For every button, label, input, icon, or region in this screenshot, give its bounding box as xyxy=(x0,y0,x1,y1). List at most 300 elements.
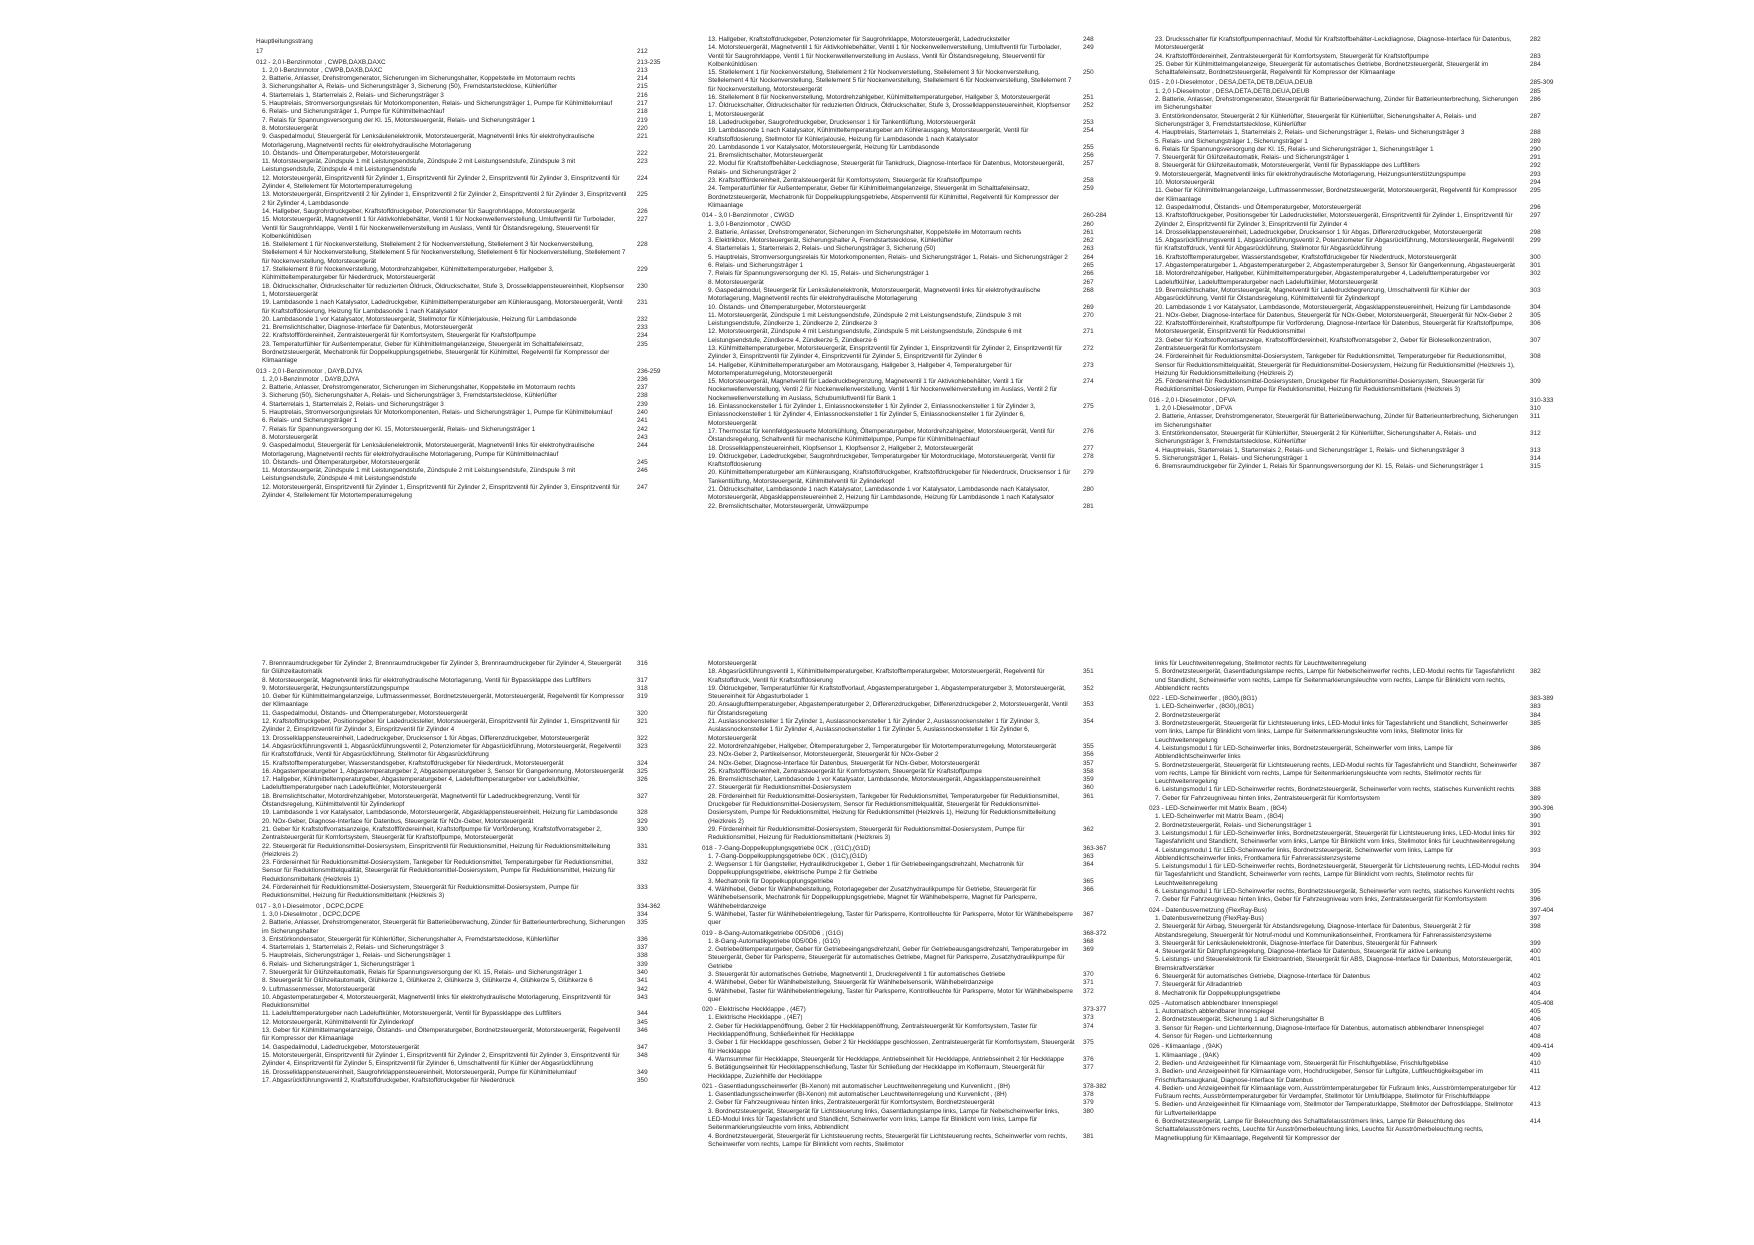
entry-title: 4. Bedien- und Anzeigeeinheit für Klimaanlage vorn, Ausströmtemperaturgeber für Fußraum links, Ausströmtemperaturgeber für Fußraum rechts, Ausströmtemperaturgeber für Verdampfer, Stellmotor für Umluftklappe, Stellmotor für Frischluftklappe xyxy=(1155,1084,1516,1101)
entry-page-number: 331 xyxy=(637,842,648,850)
entry-page-number: 393 xyxy=(1530,846,1541,854)
entry-title: 6. Relais- und Sicherungsträger 1, Sicherungsträger 1 xyxy=(262,960,415,968)
index-entry xyxy=(1149,1052,1564,1060)
entry-page-number: 413 xyxy=(1530,1101,1541,1109)
entry-title: 17. Hallgeber, Kühlmitteltemperaturgeber, Abgastemperaturgeber 4, Ladelufttemperaturgeber vor Ladeluftkühler, Ladelufttemperaturgeber nach Ladeluftkühler, Motorsteuergerät xyxy=(262,776,580,792)
entry-page-number: 265 xyxy=(1083,262,1094,270)
index-entry xyxy=(702,1064,1117,1081)
index-entry xyxy=(256,826,671,843)
index-entry xyxy=(256,208,671,216)
entry-title: 24. Fördereinheit für Reduktionsmittel-Dosiersystem, Steuergerät für Reduktionsmittel-Dosiersystem, Pumpe für Reduktionsmittel, Heizung für Reduktionsmitteltank (Heizkreis 3) xyxy=(262,884,579,900)
entry-page-number: 406 xyxy=(1530,1016,1541,1024)
index-entry xyxy=(1149,712,1564,720)
index-entry xyxy=(702,1099,1117,1107)
entry-page-number: 243 xyxy=(637,433,648,441)
entry-page-number: 338 xyxy=(637,952,648,960)
entry-page-number: 368-372 xyxy=(1083,929,1107,937)
index-entry xyxy=(256,401,671,409)
entry-title: 6. Relais- und Sicherungsträger 1 xyxy=(708,262,804,270)
entry-page-number: 279 xyxy=(1083,469,1094,477)
entry-page-number: 225 xyxy=(637,191,648,199)
entry-page-number: 291 xyxy=(1530,154,1541,162)
index-entry xyxy=(702,177,1117,185)
entry-page-number: 370 xyxy=(1083,970,1094,978)
entry-page-number: 300 xyxy=(1530,253,1541,261)
entry-page-number: 378 xyxy=(1083,1091,1094,1099)
entry-page-number: 329 xyxy=(637,817,648,825)
entry-page-number: 310 xyxy=(1530,405,1541,413)
entry-title: 1. 3,0 l-Dieselmotor , DCPC,DCPE xyxy=(262,910,361,918)
index-entry xyxy=(702,245,1117,253)
entry-title: 3. Steuergerät für Lenksäulenelektronik, Diagnose-Interface für Datenbus, Steuergerät für Fahrwerk xyxy=(1155,939,1438,947)
index-entry xyxy=(256,384,671,392)
entry-title: 4. Leistungsmodul 1 für LED-Scheinwerfer links, Bordnetzsteuergerät, Scheinwerfer vorn links, Lampe für Abblendlichtscheinwerfer links, Frontkamera für Fahrerassistenzsysteme xyxy=(1155,846,1454,862)
entry-title: 5. Hauptrelais, Stromversorgungsrelais für Motorkomponenten, Relais- und Sicherungsträger 1, Relais- und Sicherungsträger 2 xyxy=(708,253,1068,261)
entry-page-number: 371 xyxy=(1083,979,1094,987)
entry-page-number: 401 xyxy=(1530,956,1541,964)
index-entry xyxy=(256,818,671,826)
entry-title: 13. Kraftstoffdruckgeber, Positionsgeber für Ladedrucksteller, Motorsteuergerät, Einspritzventil für Zylinder 1, Einspritzventil für Zylinder 2, Einspritzventil für Zylinder 3, Einspritzventil für Zylinder 4 xyxy=(1155,212,1513,228)
entry-page-number: 274 xyxy=(1083,378,1094,386)
index-entry xyxy=(256,117,671,125)
index-entry xyxy=(256,1077,671,1085)
index-entry xyxy=(702,878,1117,886)
entry-page-number: 319 xyxy=(637,693,648,701)
index-entry xyxy=(702,979,1117,987)
entry-title: 16. Drosselklappensteuereinheit, Saugrohrklappensteuereinheit, Motorsteuergerät, Pumpe für Kühlmittelumlauf xyxy=(262,1068,577,1076)
entry-page-number: 305 xyxy=(1530,311,1541,319)
entry-title: 3. Mechatronik für Doppelkupplungsgetriebe xyxy=(708,877,834,885)
index-entry xyxy=(256,316,671,324)
index-entry xyxy=(1149,337,1564,354)
entry-page-number: 317 xyxy=(637,676,648,684)
entry-title: 9. Motorsteuergerät, Heizungsunterstützungspumpe xyxy=(262,684,410,692)
entry-page-number: 258 xyxy=(1083,177,1094,185)
index-entry xyxy=(256,75,671,83)
index-entry xyxy=(256,341,671,366)
entry-page-number: 320 xyxy=(637,709,648,717)
index-entry xyxy=(702,668,1117,685)
index-entry xyxy=(702,760,1117,768)
index-entry xyxy=(1149,888,1564,896)
index-entry xyxy=(256,1069,671,1077)
entry-title: 8. Motorsteuergerät xyxy=(262,124,318,132)
entry-page-number: 281 xyxy=(1083,502,1094,510)
index-entry xyxy=(1149,703,1564,711)
index-entry xyxy=(702,743,1117,751)
entry-page-number: 355 xyxy=(1083,742,1094,750)
index-entry xyxy=(702,861,1117,878)
entry-title: 23. Drucksschalter für Kraftstoffpumpennachlauf, Modul für Kraftstoffbehälter-Leckdiagnose, Diagnose-Interface für Datenbus, Motorsteuergerät xyxy=(1155,36,1512,52)
entry-page-number: 387 xyxy=(1530,761,1541,769)
entry-page-number: 390 xyxy=(1530,813,1541,821)
entry-page-number: 267 xyxy=(1083,278,1094,286)
index-entry xyxy=(256,1052,671,1069)
entry-page-number: 253 xyxy=(1083,118,1094,126)
index-entry xyxy=(256,459,671,467)
index-entry xyxy=(1149,430,1564,447)
entry-page-number: 229 xyxy=(637,266,648,274)
entry-title: 11. Motorsteuergerät, Zündspule 1 mit Leistungsendstufe, Zündspule 2 mit Leistungsendstufe, Zündspule 3 mit Leistungsendstufe, Zündkerze 1, Zündkerze 2, Zündkerze 3 xyxy=(708,311,1022,328)
index-entry xyxy=(702,1091,1117,1099)
entry-title: 13. Drosselklappensteuereinheit, Ladedruckgeber, Drucksensor 1 für Abgas, Differenzdruckgeber, Motorsteuergerät xyxy=(262,734,590,742)
index-entry xyxy=(702,469,1117,486)
entry-title: 15. Motorsteuergerät, Magnetventil 1 für Aktivkohlebehälter, Ventil 1 für Nockenwellenverstellung, Umluftventil für Turbolader, Ventil für Saugrohrklappe, Ventil 1 für Nockenwellenverstellung im Auslass, Ventil für Ölstandsregelung, Steuerventil für Kolbenkühldüsen xyxy=(262,216,616,240)
index-entry xyxy=(256,693,671,710)
index-entry xyxy=(256,158,671,175)
entry-title: 019 - 8-Gang-Automatikgetriebe 0D5/0D6 , (G1G) xyxy=(702,929,844,937)
entry-title: 28. Fördereinheit für Reduktionsmittel-Dosiersystem, Tankgeber für Reduktionsmittel, Temperaturgeber für Reduktionsmittel, Druckgeber für Reduktionsmittel-Dosiersystem, Sensor für Reduktionsmittelqualität, Steuergerät für Reduktionsmittel-Dosiersystem, Pumpe für Reduktionsmittel, Heizung für Reduktionsmittel (Heizkreis 1), Heizung für Reduktionsmittelleitung (Heizkreis 2) xyxy=(708,792,1060,825)
index-entry xyxy=(256,434,671,442)
entry-page-number: 321 xyxy=(637,718,648,726)
entry-title: 3. Entstörkondensator, Steuergerät für Kühlerlüfter, Steuergerät 2 für Kühlerlüfter, Sicherungshalter A, Relais- und Sicherungsträger 3, Fremdstartstecklose, Kühlerlüfter xyxy=(1155,429,1477,446)
index-entry xyxy=(702,1014,1117,1022)
index-entry xyxy=(256,977,671,985)
entry-title: 3. Bordnetzsteuergerät, Steuergerät für Lichtsteuerung links, LED-Modul links für Tagesfahrlicht und Standlicht, Scheinwerfer vorn links, Lampe für Blinklicht vorn links, Lampe für Seitenmarkierungsleuchte vorn links, Stellmotor links für Leuchtweitenregelung xyxy=(1155,720,1508,744)
entry-title: 4. Hauptrelais, Starterrelais 1, Starterrelais 2, Relais- und Sicherungsträger 1, Relais- und Sicherungsträger 3 xyxy=(1155,446,1465,454)
entry-page-number: 283 xyxy=(1530,52,1541,60)
entry-title: 9. Gaspedalmodul, Steuergerät für Lenksäulenelektronik, Motorsteuergerät, Magnetventil links für elektrohydraulische Motorlagerung, Magnetventil rechts für elektrohydraulische Motorlagerung xyxy=(262,133,595,149)
entry-page-number: 255 xyxy=(1083,143,1094,151)
entry-title: 11. Motorsteuergerät, Zündspule 1 mit Leistungsendstufe, Zündspule 2 mit Leistungsendstufe, Zündspule 3 mit Leistungsendstufe, Zündspule 4 mit Leistungsendstufe xyxy=(262,467,576,483)
entry-page-number: 250 xyxy=(1083,69,1094,77)
entry-title: 17. Abgasrückführungsventil 2, Kraftstoffdruckgeber, Kraftstoffdruckgeber für Niederdruck xyxy=(262,1076,515,1084)
index-entry xyxy=(702,345,1117,362)
index-entry xyxy=(702,160,1117,177)
entry-title: 9. Motorsteuergerät, Magnetventil links für elektrohydraulische Motorlagerung, Heizungsunterstützungspumpe xyxy=(1155,170,1466,178)
entry-page-number: 402 xyxy=(1530,972,1541,980)
index-entry xyxy=(702,768,1117,776)
index-entry xyxy=(256,92,671,100)
entry-title: 22. Motordrehzahlgeber, Hallgeber, Öltemperaturgeber 2, Temperaturgeber für Motortemperaturregelung, Motorsteuergerät xyxy=(708,742,1057,750)
entry-page-number: 276 xyxy=(1083,427,1094,435)
entry-title: 19. Öldruckgeber, Ladedruckgeber, Saugrohrdruckgeber, Temperaturgeber für Motordrucklage, Motorsteuergerät, Ventil für Kraftstoffdosierung xyxy=(708,452,1056,469)
entry-title: 8. Steuergerät für Glühzeitautomatik, Glühkerze 1, Glühkerze 2, Glühkerze 3, Glühkerze 4, Glühkerze 5, Glühkerze 6 xyxy=(262,977,593,985)
entry-page-number: 246 xyxy=(637,467,648,475)
entry-title: 5. Bordnetzsteuergerät, Steuergerät für Lichtsteuerung rechts, LED-Modul rechts für Tagesfahrlicht und Standlicht, Scheinwerfer vorn rechts, Lampe für Blinklicht vorn rechts, Lampe für Seitenmarkierungsleuchte vorn rechts, Stellmotor rechts für Leuchtweitenregelung xyxy=(1155,761,1518,786)
entry-page-number: 221 xyxy=(637,133,648,141)
entry-title: 3. Geber 1 für Heckklappe geschlossen, Geber 2 für Heckklappe geschlossen, Zentralsteuergerät für Komfortsystem, Steuergerät für Heckklappe xyxy=(708,1039,1075,1055)
entry-title: 8. Motorsteuergerät xyxy=(708,278,764,286)
index-entry xyxy=(702,127,1117,144)
index-entry xyxy=(256,332,671,340)
entry-title: 19. Lambdasonde 1 nach Katalysator, Ladedruckgeber, Kühlmitteltemperaturgeber am Kühlerausgang, Motorsteuergerät, Ventil für Kraftstoffdosierung, Heizung für Lambdasonde 1 nach Katalysator xyxy=(262,299,623,315)
index-entry xyxy=(256,1010,671,1018)
entry-page-number: 336 xyxy=(637,935,648,943)
entry-title: 6. Bordnetzsteuergerät, Lampe für Beleuchtung des Schalttafelausströmers links, Lampe für Beleuchtung des Schalttafelausströmers rechts, Leuchte für Ausströmerbeleuchtung links, Leuchte für Ausströmerbeleuchtung rechts, Magnetkupplung für Klimaanlage, Regelventil für Kompressor der xyxy=(1155,1118,1484,1142)
entry-page-number: 388 xyxy=(1530,786,1541,794)
index-entry xyxy=(1149,204,1564,212)
index-entry xyxy=(1149,923,1564,940)
index-entry xyxy=(1149,229,1564,237)
entry-title: 4. Wählhebel, Geber für Wählhebelstellung, Steuergerät für Wählhebelsensorik, Wählhebelrdanzeige xyxy=(708,979,994,987)
entry-page-number: 217 xyxy=(637,100,648,108)
entry-title: 18. Motordrehzahlgeber, Hallgeber, Kühlmitteltemperaturgeber, Abgastemperaturgeber 4, Ladelufttemperaturgeber vor Ladeluftkühler, Ladelufttemperaturgeber nach Ladeluftkühler, Motorsteuergerät xyxy=(1155,270,1490,286)
entry-page-number: 341 xyxy=(637,977,648,985)
entry-title: 9. Gaspedalmodul, Steuergerät für Lenksäulenelektronik, Motorsteuergerät, Magnetventil links für elektrohydraulische Motorlagerung, Magnetventil rechts für elektrohydraulische Motorlagerung xyxy=(708,286,1041,303)
section-heading xyxy=(256,59,671,67)
index-entry xyxy=(1149,413,1564,430)
index-entry xyxy=(256,83,671,91)
entry-page-number: 322 xyxy=(637,734,648,742)
entry-title: 23. NOx-Geber 2, Partikelsensor, Motorsteuergerät, Steuergerät für NOx-Geber 2 xyxy=(708,751,939,759)
entry-page-number: 395 xyxy=(1530,888,1541,896)
index-entry xyxy=(1149,320,1564,337)
entry-title: 21. NOx-Geber, Diagnose-Interface für Datenbus, Steuergerät für NOx-Geber, Motorsteuergerät, Steuergerät für NOx-Geber 2 xyxy=(1155,311,1513,319)
entry-page-number: 378-382 xyxy=(1083,1082,1107,1090)
entry-page-number: 397-404 xyxy=(1530,906,1554,914)
index-entry xyxy=(256,133,671,150)
entry-title: 5. Wählhebel, Taster für Wählhebelentriegelung, Taster für Parksperre, Kontrollleuchte für Parksperre, Motor für Wählhebelsperre quer xyxy=(708,910,1073,927)
entry-title: 13. Hallgeber, Kraftstoffdruckgeber, Potenziometer für Saugrohrklappe, Motorsteuergerät, Ladedrucksteller xyxy=(708,36,1010,43)
entry-title: 7. Geber für Fahrzeugniveau hinten links, Zentralsteuergerät für Komfortsystem xyxy=(1155,794,1380,802)
entry-page-number: 233 xyxy=(637,324,648,332)
entry-page-number: 332 xyxy=(637,859,648,867)
entry-title: 1. 8-Gang-Automatikgetriebe 0D5/0D6 , (G1G) xyxy=(708,937,841,945)
index-entry xyxy=(702,262,1117,270)
entry-page-number: 220 xyxy=(637,124,648,132)
index-entry xyxy=(256,150,671,158)
entry-title: 25. Geber für Kühlmittelmangelanzeige, Steuergerät für automatisches Getriebe, Bordnetzsteuergerät, Steuergerät im Schalttafeleinsatz, Bordnetzsteuergerät, Regelventil für Kompressor der Klimaanlage xyxy=(1155,60,1489,77)
index-entry xyxy=(702,152,1117,160)
entry-title: links für Leuchtweitenregelung, Stellmotor rechts für Leuchtweitenregelung xyxy=(1155,660,1367,667)
entry-title: 22. Modul für Kraftstoffbehälter-Leckdiagnose, Steuergerät für Tankdruck, Diagnose-Interface für Datenbus, Motorsteuergerät, Relais- und Sicherungsträger 2 xyxy=(708,160,1065,176)
index-entry xyxy=(702,660,1117,668)
index-entry xyxy=(702,1056,1117,1064)
entry-page-number: 254 xyxy=(1083,127,1094,135)
index-column-3 xyxy=(1149,36,1564,621)
entry-page-number: 344 xyxy=(637,1010,648,1018)
entry-page-number: 223 xyxy=(637,158,648,166)
entry-title: 6. Relais für Spannungsversorgung der Kl. 15, Relais- und Sicherungsträger 1, Sicherungsträger 1 xyxy=(1155,145,1434,153)
entry-title: 13. Motorsteuergerät, Einspritzventil 2 für Zylinder 1, Einspritzventil 2 für Zylinder 2, Einspritzventil 2 für Zylinder 3, Einspritzventil 2 für Zylinder 4, Lambdasonde xyxy=(262,191,627,207)
entry-page-number: 271 xyxy=(1083,328,1094,336)
index-entry xyxy=(1149,1118,1564,1143)
entry-page-number: 213 xyxy=(637,66,648,74)
entry-title: 24. Temperaturfühler für Außentemperatur, Geber für Kühlmittelmangelanzeige, Steuergerät im Schalttafeleinsatz, Bordnetzsteuergerät, Mechatronik für Doppelkupplungsgetriebe, Absperrventil für Kühlmittel, Regelventil für Kompressor der Klimaanlage xyxy=(708,185,1059,209)
entry-title: 2. Batterie, Anlasser, Drehstromgenerator, Steuergerät für Batterieüberwachung, Zünder für Batterieunterbrechung, Sicherungen im Sicherungshalter xyxy=(262,919,626,935)
index-entry xyxy=(702,144,1117,152)
entry-title: 2. Steuergerät für Airbag, Steuergerät für Abstandsregelung, Diagnose-Interface für Datenbus, Steuergerät 2 für Abstandsregelung, Steuergerät für Notruf-modul und Kommunikationseinheit, Frontkamera für Fahrerassistenzsysteme xyxy=(1155,923,1492,939)
entry-title: 4. Wählhebel, Geber für Wählhebelstellung, Rotorlagegeber der Zusatzhydraulikpumpe für Getriebe, Steuergerät für Wählhebelsensorik, Mechatronik für Doppelkupplungsgetriebe, Magnet für Wählhebelsperre, Magnet für Parksperre, Wählhebelrdanzeige xyxy=(708,886,1037,910)
entry-page-number: 412 xyxy=(1530,1084,1541,1092)
entry-page-number: 339 xyxy=(637,960,648,968)
entry-title: 17. Öldruckschalter, Öldruckschalter für reduzierten Öldruck, Öldruckschalter, Stufe 3, Drosselklappensteuereinheit, Klopfsensor 1, Motorsteuergerät xyxy=(708,102,1071,118)
index-entry xyxy=(1149,88,1564,96)
entry-title: 19. Lambdasonde 1 vor Katalysator, Lambdasonde, Motorsteuergerät, Abgasklappensteuereinheit, Heizung für Lambdasonde xyxy=(262,809,618,817)
entry-page-number: 236 xyxy=(637,375,648,383)
index-entry xyxy=(256,1044,671,1052)
entry-title: 017 - 3,0 l-Dieselmotor , DCPC,DCPE xyxy=(256,902,364,910)
entry-title: 8. Motorsteuergerät, Magnetventil links für elektrohydraulische Motorlagerung, Ventil für Bypassklappe des Luftfilters xyxy=(262,676,591,684)
index-entry xyxy=(256,768,671,776)
entry-page-number: 334 xyxy=(637,910,648,918)
entry-title: 4. Leistungsmodul 1 für LED-Scheinwerfer links, Bordnetzsteuergerät, Scheinwerfer vorn links, Lampe für Abblendlichtscheinwerfer links xyxy=(1155,744,1454,761)
entry-page-number: 222 xyxy=(637,149,648,157)
entry-page-number: 357 xyxy=(1083,759,1094,767)
entry-page-number: 238 xyxy=(637,392,648,400)
index-entry xyxy=(1149,973,1564,981)
index-entry xyxy=(1149,129,1564,137)
entry-page-number: 343 xyxy=(637,993,648,1001)
entry-title: 5. Relais- und Sicherungsträger 1, Sicherungsträger 1 xyxy=(1155,137,1308,145)
entry-page-number: 348 xyxy=(637,1051,648,1059)
entry-title: 2. Geber für Fahrzeugniveau hinten links, Zentralsteuergerät für Komfortsystem, Bordnetzsteuergerät xyxy=(708,1099,995,1107)
index-entry xyxy=(702,784,1117,792)
entry-page-number: 361 xyxy=(1083,792,1094,800)
section-heading xyxy=(1149,397,1564,405)
entry-page-number: 298 xyxy=(1530,228,1541,236)
index-entry xyxy=(256,191,671,208)
index-entry xyxy=(256,809,671,817)
entry-page-number: 311 xyxy=(1530,413,1541,421)
entry-page-number: 363-367 xyxy=(1083,844,1107,852)
entry-title: 17. Abgastemperaturgeber 1, Abgastemperaturgeber 2, Abgastemperaturgeber 3, Sensor für Gangerkennung, Abgasteuergerät xyxy=(1155,262,1515,270)
index-entry xyxy=(702,486,1117,503)
index-entry xyxy=(256,283,671,300)
entry-title: 11. Geber für Kühlmittelmangelanzeige, Luftmassenmesser, Bordnetzsteuergerät, Motorsteuergerät, Regelventil für Kompressor der Klimaanlage xyxy=(1155,187,1517,203)
index-entry xyxy=(1149,270,1564,287)
entry-title: 17. Thermostat für kennfeldgesteuerte Motorkühlung, Öltemperaturgeber, Motordrehzahlgeber, Motorsteuergerät, Ventil für Ölstandsregelung, Schaltventil für mechanische Kühlmittelpumpe, Pumpe für Kühlmittelnachlauf xyxy=(708,427,1055,444)
entry-page-number: 349 xyxy=(637,1068,648,1076)
entry-page-number: 273 xyxy=(1083,361,1094,369)
entry-page-number: 270 xyxy=(1083,311,1094,319)
entry-title: 1. LED-Scheinwerfer mit Matrix Beam , (8G4) xyxy=(1155,813,1284,821)
section-heading xyxy=(256,368,671,376)
index-entry xyxy=(702,1023,1117,1040)
entry-title: 27. Steuergerät für Reduktionsmittel-Dosiersystem xyxy=(708,784,852,792)
entry-page-number: 269 xyxy=(1083,303,1094,311)
entry-title: 2. Bedien- und Anzeigeeinheit für Klimaanlage vorn, Steuergerät für Frischluftgebläse, Frischluftgebläse xyxy=(1155,1059,1449,1067)
entry-title: 1. 7-Gang-Doppelkupplungsgetriebe 0CK , (G1C),(G1D) xyxy=(708,852,868,860)
entry-page-number: 372 xyxy=(1083,987,1094,995)
entry-title: 026 - Klimaanlage , (9AK) xyxy=(1149,1043,1223,1051)
entry-page-number: 303 xyxy=(1530,286,1541,294)
index-entry xyxy=(256,266,671,283)
entry-title: 7. Brennraumdruckgeber für Zylinder 2, Brennraumdruckgeber für Zylinder 3, Brennraumdruckgeber für Zylinder 4, Steuergerät für Glühzeitautomatik xyxy=(262,660,622,676)
index-column-4 xyxy=(256,660,671,1245)
entry-page-number: 251 xyxy=(1083,94,1094,102)
entry-title: 5. Bordnetzsteuergerät, Gasentladungslampe rechts, Lampe für Nebelscheinwerfer rechts, LED-Modul rechts für Tagesfahrlicht und Standlicht, Scheinwerfer vorn rechts, Lampe für Seitenmarkierungsleuchte vorn rechts, Lampe für Blinklicht vorn rechts, Abblendlicht rechts xyxy=(1155,668,1515,692)
entry-page-number: 261 xyxy=(1083,228,1094,236)
entry-title: 14. Gaspedalmodul, Ladedruckgeber, Motorsteuergerät xyxy=(262,1043,420,1051)
entry-title: 2. Bordnetzsteuergerät xyxy=(1155,711,1221,719)
entry-title: 10. Ölstands- und Öltemperaturgeber, Motorsteuergerät xyxy=(262,149,420,157)
entry-title: 19. Lambdasonde 1 nach Katalysator, Kühlmitteltemperaturgeber am Kühlerausgang, Motorsteuergerät, Ventil für Kraftstoffdosierung, Stellmotor für Kühlerjalousie, Heizung für Lambdasonde 1 nach Katalysator xyxy=(708,127,1029,143)
entry-title: 7. Geber für Fahrzeugniveau hinten links, Geber für Fahrzeugniveau vorn links, Zentralsteuergerät für Komfortsystem xyxy=(1155,896,1487,904)
entry-title: 2. Geber für Heckklappenöffnung, Geber 2 für Heckklappenöffnung, Zentralsteuergerät für Komfortsystem, Taster für Heckklappenöffnung, Schließeinheit für Heckklappe xyxy=(708,1022,1038,1039)
entry-title: 17 xyxy=(256,48,264,56)
entry-page-number: 408 xyxy=(1530,1033,1541,1041)
index-entry xyxy=(702,445,1117,453)
entry-page-number: 377 xyxy=(1083,1064,1094,1072)
index-entry xyxy=(1149,795,1564,803)
entry-title: 2. Batterie, Anlasser, Drehstromgenerator, Sicherungen im Sicherungshalter, Koppelstelle im Motorraum rechts xyxy=(262,75,576,83)
entry-page-number: 293 xyxy=(1530,170,1541,178)
index-entry xyxy=(1149,262,1564,270)
index-entry xyxy=(256,776,671,793)
entry-page-number: 245 xyxy=(637,458,648,466)
section-heading xyxy=(1149,79,1564,87)
index-entry xyxy=(256,936,671,944)
index-entry xyxy=(256,67,671,75)
index-entry xyxy=(1149,847,1564,864)
entry-title: 12. Motorsteuergerät, Zündspule 4 mit Leistungsendstufe, Zündspule 5 mit Leistungsendstufe, Zündspule 6 mit Leistungsendstufe, Zündkerze 4, Zündkerze 5, Zündkerze 6 xyxy=(708,328,1022,344)
entry-page-number: 407 xyxy=(1530,1024,1541,1032)
index-entry xyxy=(1149,455,1564,463)
index-entry xyxy=(256,100,671,108)
index-entry xyxy=(1149,896,1564,904)
index-entry xyxy=(256,677,671,685)
entry-title: 4. Sensor für Regen- und Lichterkennung xyxy=(1155,1033,1273,1041)
index-entry xyxy=(256,884,671,901)
entry-page-number: 414 xyxy=(1530,1118,1541,1126)
entry-title: 20. Lambdasonde 1 vor Katalysator, Lambdasonde, Motorsteuergerät, Abgasklappensteuereinheit, Heizung für Lambdasonde xyxy=(1155,303,1511,311)
entry-page-number: 308 xyxy=(1530,353,1541,361)
entry-title: 7. Steuergerät für Allradantrieb xyxy=(1155,981,1243,989)
index-entry xyxy=(1149,61,1564,78)
entry-page-number: 252 xyxy=(1083,102,1094,110)
entry-title: 4. Starterrelais 1, Starterrelais 2, Relais- und Sicherungsträger 3, Sicherung (50) xyxy=(708,245,936,253)
index-entry xyxy=(1149,36,1564,53)
index-entry xyxy=(256,426,671,434)
index-entry xyxy=(256,324,671,332)
index-entry xyxy=(702,362,1117,379)
index-entry xyxy=(256,911,671,919)
index-entry xyxy=(1149,146,1564,154)
entry-title: 22. Kraftstofffördereinheit, Kraftstoffpumpe für Vorförderung, Diagnose-Interface für Datenbus, Steuergerät für Kraftstoffpumpe, Motorsteuergerät, Einspritzventil für Reduktionsmittel xyxy=(1155,320,1514,336)
index-entry xyxy=(1149,447,1564,455)
section-heading xyxy=(1149,907,1564,915)
index-entry xyxy=(256,241,671,266)
entry-page-number: 351 xyxy=(1083,668,1094,676)
entry-title: 20. Kühlmitteltemperaturgeber am Kühlerausgang, Kraftstoffdruckgeber, Kraftstoffdruckgeber für Niederdruck, Drucksensor 1 für Tankentlüftung, Motorsteuergerät, Kühlmittelventil für Zylinderkopf xyxy=(708,469,1071,485)
entry-title: 16. Abgastemperaturgeber 1, Abgastemperaturgeber 2, Abgastemperaturgeber 3, Sensor für Gangerkennung, Motorsteuergerät xyxy=(262,767,624,775)
index-column-5 xyxy=(702,660,1117,1245)
entry-page-number: 289 xyxy=(1530,137,1541,145)
entry-page-number: 409-414 xyxy=(1530,1043,1554,1051)
entry-page-number: 403 xyxy=(1530,981,1541,989)
index-entry xyxy=(1149,956,1564,973)
entry-title: 1. Elektrische Heckklappe , (4E7) xyxy=(708,1014,803,1022)
index-entry xyxy=(702,312,1117,329)
entry-page-number: 286 xyxy=(1530,96,1541,104)
entry-title: 10. Ölstands- und Öltemperaturgeber, Motorsteuergerät xyxy=(708,303,866,311)
index-entry xyxy=(256,961,671,969)
entry-title: 5. Sicherungsträger 1, Relais- und Sicherungsträger 1 xyxy=(1155,454,1308,462)
index-entry xyxy=(702,69,1117,94)
entry-page-number: 334-362 xyxy=(637,902,661,910)
entry-title: 23. Fördereinheit für Reduktionsmittel-Dosiersystem, Tankgeber für Reduktionsmittel, Temperaturgeber für Reduktionsmittel, Sensor für Reduktionsmittelqualität, Steuergerät für Reduktionsmittel-Dosiersystem, Pumpe für Reduktionsmittel, Heizung für Reduktionsmitteltank (Heizkreis 1) xyxy=(262,859,616,883)
entry-page-number: 396 xyxy=(1530,896,1541,904)
entry-page-number: 247 xyxy=(637,483,648,491)
entry-title: 24. Fördereinheit für Reduktionsmittel-Dosiersystem, Tankgeber für Reduktionsmittel, Temperaturgeber für Reduktionsmittel, Sensor für Reduktionsmittelqualität, Steuergerät für Reduktionsmittel-Dosiersystem, Heizung für Reduktionsmittel (Heizkreis 1), Heizung für Reduktionsmittelleitung (Heizkreis 2) xyxy=(1155,353,1515,377)
entry-page-number: 237 xyxy=(637,384,648,392)
entry-title: 3. Entstörkondensator, Steuergerät 2 für Kühlerlüfter, Steuergerät für Kühlerlüfter, Sicherungshalter A, Relais- und Sicherungsträger 3, Fremdstartstecklose, Kühlerlüfter xyxy=(1155,112,1477,128)
entry-title: 3. Elektrikbox, Motorsteuergerät, Sicherungshalter A, Fremdstartstecklose, Kühlerlüfter xyxy=(708,237,954,245)
entry-title: 3. Sicherungshalter A, Relais- und Sicherungsträger 3, Sicherung (50), Fremdstartstecklose, Kühlerlüfter xyxy=(262,83,558,91)
entry-page-number: 368 xyxy=(1083,937,1094,945)
entry-page-number: 268 xyxy=(1083,286,1094,294)
entry-page-number: 282 xyxy=(1530,36,1541,43)
index-entry xyxy=(1149,990,1564,998)
index-entry xyxy=(702,718,1117,743)
entry-page-number: 347 xyxy=(637,1043,648,1051)
entry-title: 3. Bedien- und Anzeigeeinheit für Klimaanlage vorn, Hochdruckgeber, Sensor für Luftgüte, Luftfeuchtigkeitsgeber im Frischluftansaugkanal, Diagnose-Interface für Datenbus xyxy=(1155,1068,1483,1084)
entry-page-number: 405 xyxy=(1530,1008,1541,1016)
entry-page-number: 325 xyxy=(637,767,648,775)
index-entry xyxy=(1149,154,1564,162)
